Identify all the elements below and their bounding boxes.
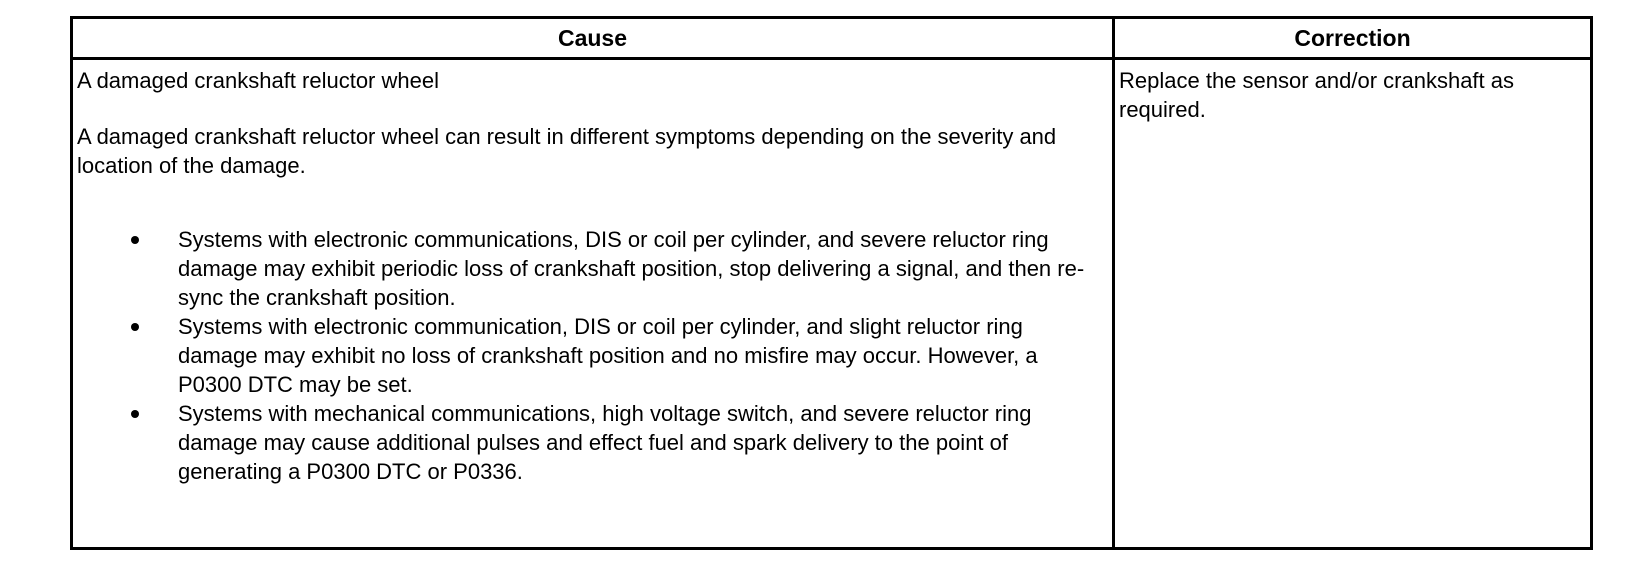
correction-text: Replace the sensor and/or crankshaft as required. bbox=[1119, 68, 1515, 122]
correction-header: Correction bbox=[1114, 18, 1592, 59]
bullet-icon bbox=[131, 323, 139, 331]
correction-cell bbox=[1114, 59, 1592, 549]
symptom-text: Systems with mechanical communications, high voltage switch, and severe reluctor ring damage may cause additional pulses and effect fuel and spark delivery to the point of generating a P0300 DTC or P0336. bbox=[178, 401, 1032, 484]
list-item bbox=[77, 225, 1108, 312]
cause-header: Cause bbox=[72, 18, 1114, 59]
table-row bbox=[72, 59, 1592, 549]
cause-description: A damaged crankshaft reluctor wheel can result in different symptoms depending on the severity and location of the damage. bbox=[77, 124, 1057, 178]
cause-title: A damaged crankshaft reluctor wheel bbox=[77, 68, 439, 93]
list-item bbox=[77, 399, 1108, 486]
symptom-list bbox=[77, 225, 1108, 486]
bullet-icon bbox=[131, 236, 139, 244]
table-header-row bbox=[72, 18, 1592, 59]
symptom-text: Systems with electronic communications, DIS or coil per cylinder, and severe reluctor ring damage may exhibit periodic loss of crankshaft position, stop delivering a signal, and then re-sync the crankshaft position. bbox=[178, 227, 1085, 310]
symptom-text: Systems with electronic communication, DIS or coil per cylinder, and slight reluctor ring damage may exhibit no loss of crankshaft position and no misfire may occur. However, a P0300 DTC may be set. bbox=[178, 314, 1038, 397]
list-item bbox=[77, 312, 1108, 399]
bullet-icon bbox=[131, 410, 139, 418]
cause-cell bbox=[72, 59, 1114, 549]
cause-correction-table bbox=[70, 16, 1593, 550]
